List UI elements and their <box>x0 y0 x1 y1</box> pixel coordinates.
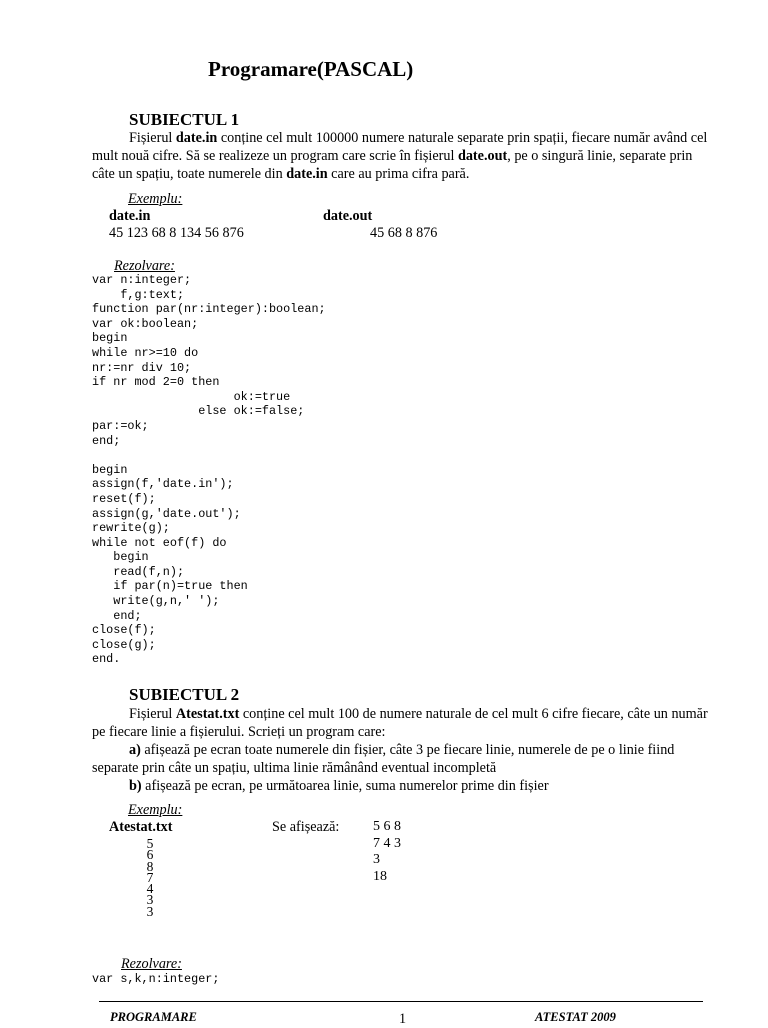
footer-left: PROGRAMARE <box>110 1010 197 1024</box>
solution-label: Rezolvare: <box>114 258 175 274</box>
file-value: 6 <box>146 847 154 863</box>
statement-text: , pe o singură linie, separate prin câte un spațiu, toate numerele din <box>92 148 693 182</box>
display-output-column <box>373 819 401 885</box>
example-label: Exemplu: <box>128 802 183 818</box>
filename-atestat: Atestat.txt <box>175 706 240 722</box>
filename-date-in: date.in <box>175 130 218 146</box>
display-line: 7 4 3 <box>373 835 401 851</box>
page-number: 1 <box>399 1011 407 1027</box>
file-value: 3 <box>146 892 154 908</box>
file-value: 3 <box>146 903 154 919</box>
footer-rule <box>99 1001 703 1002</box>
example-input-values: 45 123 68 8 134 56 876 <box>109 225 244 241</box>
item-b-text: afișează pe ecran, pe următoarea linie, suma numerelor prime din fișier <box>141 778 549 794</box>
statement-text: conține cel mult 100000 numere naturale separate prin spații, fiecare număr având cel mult nouă cifre. Să se realizeze un program care scrie în fișierul <box>92 130 708 164</box>
statement-text: care au prima cifra pară. <box>327 166 470 182</box>
subject-1-statement <box>92 129 715 183</box>
subject-2-statement <box>92 705 715 795</box>
footer-right: ATESTAT 2009 <box>535 1010 616 1024</box>
example-output-header: date.out <box>323 208 373 224</box>
example-label: Exemplu: <box>128 191 183 207</box>
statement-text: Fișierul <box>129 130 176 146</box>
item-b-label: b) <box>129 778 142 794</box>
file-value: 7 <box>146 869 154 885</box>
item-a-text: afișează pe ecran toate numerele din fișier, câte 3 pe fiecare linie, numerele de pe o linie fiind separate prin câte un spațiu, ultima linie rămânând eventual incompletă <box>92 742 675 776</box>
pascal-code-block: var n:integer; f,g:text; function par(nr:integer):boolean; var ok:boolean; begin while nr>=10 do nr:=nr div 10; if nr mod 2=0 then ok:=true else ok:=false; par:=ok; end; begin assign(f,'date.in'); reset(f); assign(g,'date.out'); rewrite(g); while not eof(f) do begin read(f,n); if par(n)=true then write(g,n,' '); end; close(f); close(g); end. <box>92 273 326 667</box>
item-a-label: a) <box>129 742 141 758</box>
example-input-header: date.in <box>109 208 151 224</box>
display-line: 3 <box>373 852 380 867</box>
file-values-column <box>140 838 160 917</box>
filename-date-in: date.in <box>286 166 328 182</box>
page-title: Programare(PASCAL) <box>208 57 414 81</box>
subject-2-heading: SUBIECTUL 2 <box>129 685 240 704</box>
display-label: Se afișează: <box>272 819 340 835</box>
file-value: 5 <box>146 836 154 851</box>
example-file-header: Atestat.txt <box>109 819 173 835</box>
file-value: 8 <box>146 858 154 874</box>
subject-1-heading: SUBIECTUL 1 <box>129 110 240 129</box>
statement-text: Fișierul <box>129 706 176 722</box>
file-value: 4 <box>146 881 154 897</box>
pascal-code-line: var s,k,n:integer; <box>92 972 220 986</box>
statement-text: conține cel mult 100 de numere naturale de cel mult 6 cifre fiecare, câte un număr pe fiecare linie a fișierului. Scrieți un program care: <box>92 706 708 740</box>
solution-label: Rezolvare: <box>121 956 182 972</box>
display-line: 18 <box>373 868 387 884</box>
filename-date-out: date.out <box>457 148 508 164</box>
display-line: 5 6 8 <box>373 819 401 834</box>
example-output-values: 45 68 8 876 <box>370 225 438 241</box>
